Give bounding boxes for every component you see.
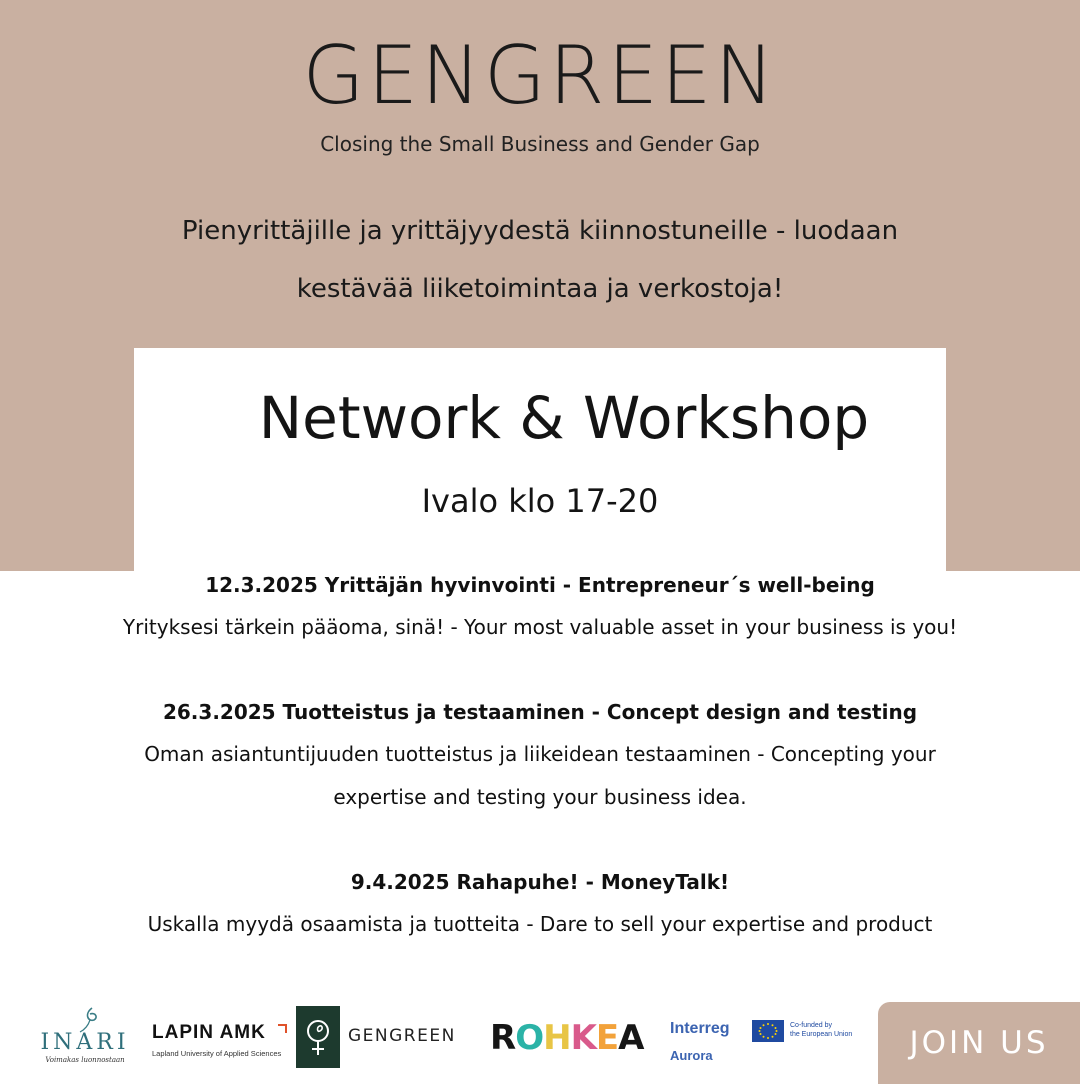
partner-logos — [0, 1000, 870, 1080]
event-title: Network & Workshop — [258, 384, 870, 452]
eu-text-line-1: Co-funded by — [790, 1022, 833, 1029]
session-heading: 9.4.2025 Rahapuhe! - MoneyTalk! — [350, 870, 730, 894]
session-item — [110, 861, 970, 946]
interreg-program: Aurora — [670, 1048, 713, 1063]
lapin-corner-icon — [278, 1024, 287, 1033]
brand-title: GENGREEN — [302, 29, 778, 122]
interreg-wordmark: Interreg — [670, 1020, 730, 1037]
inari-wordmark: INARI — [40, 1030, 130, 1055]
gengreen-wordmark: GENGREEN — [348, 1026, 456, 1046]
join-us-button[interactable]: JOIN US — [878, 1002, 1080, 1084]
session-description: Yrityksesi tärkein pääoma, sinä! - Your most valuable asset in your business is you! — [122, 615, 958, 639]
gengreen-logo — [296, 1006, 468, 1068]
lapin-amk-logo — [152, 1022, 286, 1066]
interreg-logo — [670, 1020, 750, 1070]
eu-text-line-2: the European Union — [790, 1031, 853, 1038]
intro-text — [120, 202, 960, 318]
rohkea-letter: K — [570, 1018, 596, 1058]
inari-tagline: Voimakas luonnostaan — [45, 1056, 125, 1064]
session-heading: 26.3.2025 Tuotteistus ja testaaminen - Concept design and testing — [162, 700, 918, 724]
rohkea-letter: H — [543, 1018, 571, 1058]
lapin-amk-tagline: Lapland University of Applied Sciences — [152, 1049, 282, 1058]
session-description: Uskalla myydä osaamista ja tuotteita - Dare to sell your expertise and product — [147, 912, 933, 936]
intro-line-2: kestävää liiketoimintaa ja verkostoja! — [296, 274, 784, 304]
brand-subtitle: Closing the Small Business and Gender Gap — [320, 132, 760, 156]
inari-logo — [32, 1006, 138, 1070]
session-heading: 12.3.2025 Yrittäjän hyvinvointi - Entrepreneur´s well-being — [205, 573, 875, 597]
eu-cofunded-text — [790, 1021, 852, 1039]
rohkea-letter: O — [515, 1018, 544, 1058]
session-item — [110, 564, 970, 649]
eu-cofunded-logo — [752, 1020, 866, 1046]
rohkea-letter: E — [595, 1018, 619, 1058]
session-description: Oman asiantuntijuuden tuotteistus ja liikeidean testaaminen - Concepting your expertise and testing your business idea. — [144, 742, 936, 809]
session-item — [110, 691, 970, 819]
rohkea-logo — [490, 1018, 656, 1058]
rohkea-letter: A — [618, 1018, 644, 1058]
session-list — [110, 564, 970, 988]
intro-line-1: Pienyrittäjille ja yrittäjyydestä kiinnostuneille - luodaan — [181, 216, 899, 246]
event-location-time: Ivalo klo 17-20 — [421, 482, 659, 520]
lapin-amk-wordmark: LAPIN AMK — [152, 1022, 266, 1043]
eu-flag-icon — [752, 1020, 784, 1042]
rohkea-letter: R — [490, 1018, 516, 1058]
gengreen-mark-icon — [296, 1006, 340, 1068]
